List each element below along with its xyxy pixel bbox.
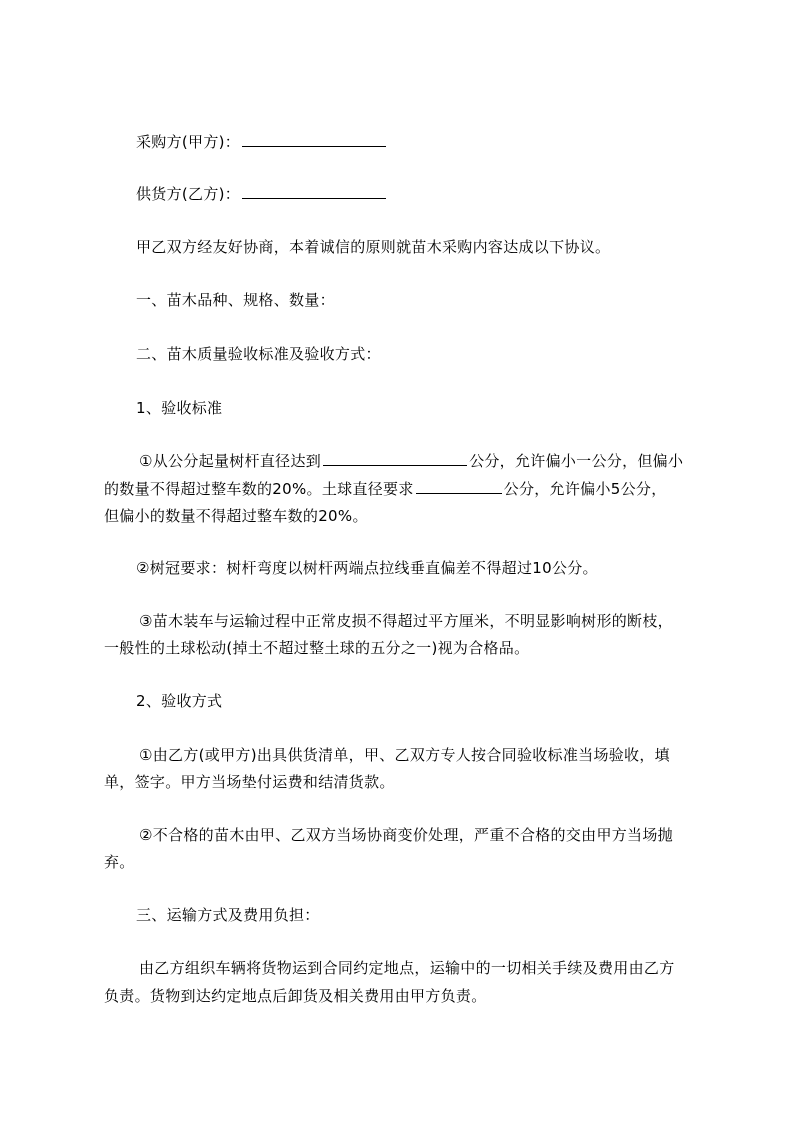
section2-heading: 二、苗木质量验收标准及验收方式： xyxy=(136,345,381,363)
section3-heading: 三、运输方式及费用负担： xyxy=(136,906,320,924)
transport-line2: 负责。货物到达约定地点后卸货及相关费用由甲方负责。 xyxy=(104,987,487,1005)
method2-line1: ②不合格的苗木由甲、乙双方当场协商变价处理，严重不合格的交由甲方当场抛 xyxy=(139,826,673,844)
method1-line1: ①由乙方(或甲方)出具供货清单，甲、乙双方专人按合同验收标准当场验收，填 xyxy=(139,746,670,764)
std1-line1-b: 公分，允许偏小一公分，但偏小 xyxy=(469,452,684,470)
std3-line2: 一般性的土球松动(掉土不超过整土球的五分之一)视为合格品。 xyxy=(104,639,530,657)
std1-line2-a: 的数量不得超过整车数的20%。土球直径要求 xyxy=(104,480,414,498)
supplier-line xyxy=(136,181,388,207)
supplier-label: 供货方(乙方)： xyxy=(136,185,241,203)
buyer-label: 采购方(甲方)： xyxy=(136,133,241,151)
buyer-blank xyxy=(242,130,386,147)
section1-heading: 一、苗木品种、规格、数量： xyxy=(136,291,335,309)
std1-line1-a: ①从公分起量树杆直径达到 xyxy=(139,452,322,470)
supplier-blank xyxy=(242,182,386,199)
std1-line1 xyxy=(139,448,683,474)
preamble: 甲乙双方经友好协商，本着诚信的原则就苗木采购内容达成以下协议。 xyxy=(136,238,611,256)
std2: ②树冠要求：树杆弯度以树杆两端点拉线垂直偏差不得超过10公分。 xyxy=(136,559,598,577)
std1-line2-b: 公分，允许偏小5公分， xyxy=(503,480,667,498)
std1-line3: 但偏小的数量不得超过整车数的20%。 xyxy=(104,507,368,525)
root-ball-blank xyxy=(416,477,502,494)
std3-line1: ③苗木装车与运输过程中正常皮损不得超过平方厘米，不明显影响树形的断枝， xyxy=(139,612,673,630)
trunk-diameter-blank xyxy=(323,449,467,466)
std1-line2 xyxy=(104,476,667,502)
buyer-line xyxy=(136,129,388,155)
method2-line2: 弃。 xyxy=(104,853,135,871)
sub2-heading: 2、验收方式 xyxy=(136,692,223,710)
method1-line2: 单，签字。甲方当场垫付运费和结清货款。 xyxy=(104,773,395,791)
transport-line1: 由乙方组织车辆将货物运到合同约定地点，运输中的一切相关手续及费用由乙方 xyxy=(139,959,675,977)
sub1-heading: 1、验收标准 xyxy=(136,399,223,417)
